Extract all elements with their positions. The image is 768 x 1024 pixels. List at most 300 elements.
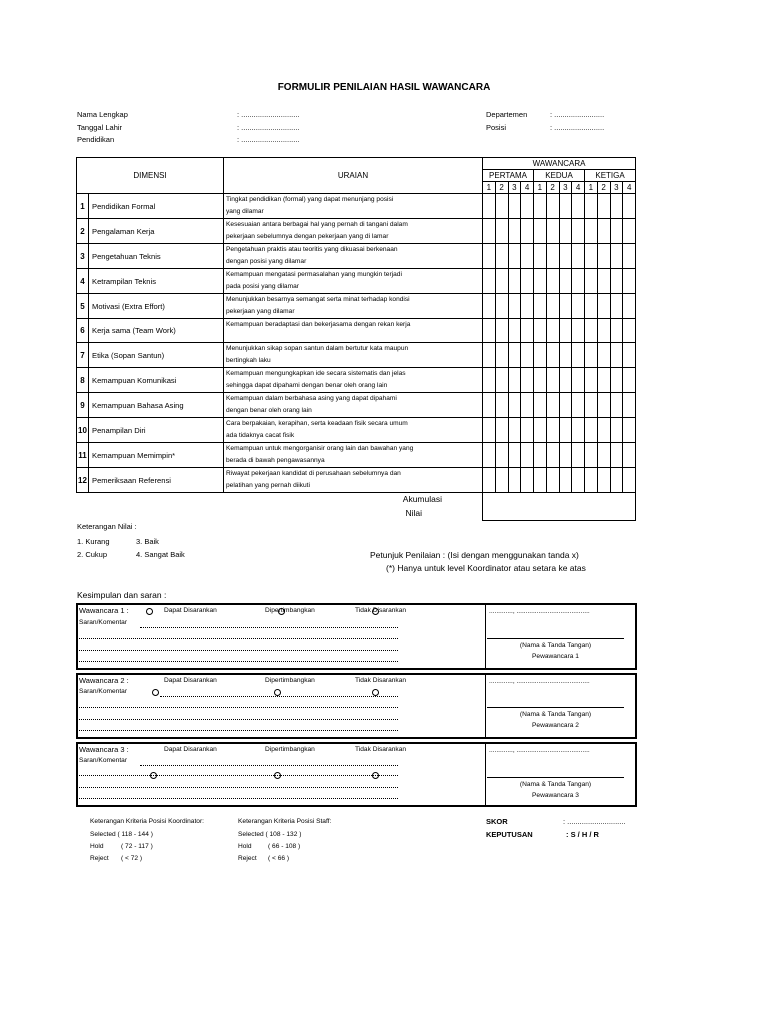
score-cell[interactable] [585, 368, 598, 393]
score-cell[interactable] [610, 418, 623, 443]
score-cell[interactable] [483, 368, 496, 393]
uraian-cell [224, 468, 483, 493]
score-cell[interactable] [483, 443, 496, 468]
petunjuk-penilaian: Petunjuk Penilaian : (Isi dengan menggunakan tanda x) [370, 550, 579, 560]
option-dapat-disarankan-label-1: Dapat Disarankan [164, 607, 217, 614]
uraian-line-2: bertingkah laku [226, 357, 271, 364]
uraian-line-2: sehingga dapat dipahami dengan benar oleh orang lain [226, 382, 388, 389]
score-cell[interactable] [508, 418, 521, 443]
score-cell[interactable] [597, 269, 610, 294]
score-cell[interactable] [610, 343, 623, 368]
score-cell[interactable] [572, 343, 585, 368]
score-cell[interactable] [521, 468, 534, 493]
uraian-line-2: dengan posisi yang dilamar [226, 258, 307, 265]
position-label: Posisi [486, 123, 507, 132]
score-cell[interactable] [508, 294, 521, 319]
score-cell[interactable] [559, 443, 572, 468]
score-cell[interactable] [559, 294, 572, 319]
score-cell[interactable] [534, 368, 547, 393]
uraian-line-2: pekerjaan yang dilamar [226, 308, 295, 315]
score-header-1-1: 1 [483, 182, 496, 194]
keterangan-3: 3. Baik [136, 537, 159, 546]
score-cell[interactable] [508, 393, 521, 418]
row-number: 2 [77, 219, 89, 244]
saran-line[interactable] [79, 787, 398, 788]
score-header-2-3: 3 [559, 182, 572, 194]
score-cell[interactable] [572, 219, 585, 244]
saran-line[interactable] [79, 775, 398, 776]
table-row [77, 418, 636, 443]
score-cell[interactable] [521, 443, 534, 468]
score-cell[interactable] [559, 343, 572, 368]
score-header-2-4: 4 [572, 182, 585, 194]
score-cell[interactable] [585, 468, 598, 493]
wawancara-2-label: Wawancara 2 : [79, 676, 129, 685]
score-cell[interactable] [508, 269, 521, 294]
score-cell[interactable] [572, 393, 585, 418]
table-row [77, 343, 636, 368]
score-cell[interactable] [623, 244, 636, 269]
score-cell[interactable] [623, 468, 636, 493]
kesimpulan-title: Kesimpulan dan saran : [77, 590, 167, 600]
catatan-koordinator: (*) Hanya untuk level Koordinator atau setara ke atas [386, 563, 586, 573]
score-cell[interactable] [521, 269, 534, 294]
uraian-line-1: Riwayat pekerjaan kandidat di perusahaan sebelumnya dan [226, 470, 401, 477]
table-row [77, 468, 636, 493]
saran-line[interactable] [160, 696, 398, 697]
kriteria-koordinator-hold-value: ( 72 - 117 ) [121, 843, 153, 850]
score-cell[interactable] [534, 418, 547, 443]
score-cell[interactable] [508, 219, 521, 244]
option-dipertimbangkan-radio-2[interactable] [274, 689, 281, 696]
dob-field[interactable]: : ............................ [237, 123, 300, 132]
dimensi-cell: Ketrampilan Teknis [89, 269, 224, 294]
option-tidak-disarankan-radio-3[interactable] [372, 772, 379, 779]
score-cell[interactable] [623, 319, 636, 343]
uraian-line-2: pekerjaan sebelumnya dengan pekerjaan yang di lamar [226, 233, 389, 240]
keputusan-value: : S / H / R [566, 830, 599, 839]
dimensi-cell: Etika (Sopan Santun) [89, 343, 224, 368]
score-cell[interactable] [623, 343, 636, 368]
score-cell[interactable] [597, 343, 610, 368]
score-cell[interactable] [495, 319, 508, 343]
uraian-cell [224, 368, 483, 393]
score-cell[interactable] [572, 269, 585, 294]
score-cell[interactable] [559, 418, 572, 443]
pewawancara-1-label: Pewawancara 1 [532, 653, 579, 660]
wawancara-1-box [76, 603, 637, 670]
row-number: 11 [77, 443, 89, 468]
uraian-header: URAIAN [224, 158, 483, 194]
score-cell[interactable] [483, 194, 496, 219]
score-cell[interactable] [534, 269, 547, 294]
score-cell[interactable] [559, 393, 572, 418]
uraian-line-1: Kemampuan dalam berbahasa asing yang dapat dipahami [226, 395, 397, 402]
score-cell[interactable] [610, 194, 623, 219]
score-cell[interactable] [623, 294, 636, 319]
dimensi-cell: Kemampuan Memimpin* [89, 443, 224, 468]
uraian-cell [224, 343, 483, 368]
uraian-cell [224, 319, 483, 343]
score-cell[interactable] [546, 343, 559, 368]
score-cell[interactable] [483, 244, 496, 269]
score-cell[interactable] [495, 418, 508, 443]
score-cell[interactable] [546, 468, 559, 493]
score-cell[interactable] [585, 244, 598, 269]
score-cell[interactable] [508, 319, 521, 343]
uraian-line-1: Kemampuan untuk mengorganisir orang lain dan bawahan yang [226, 445, 414, 452]
score-cell[interactable] [559, 319, 572, 343]
score-cell[interactable] [483, 393, 496, 418]
score-cell[interactable] [495, 443, 508, 468]
score-cell[interactable] [495, 269, 508, 294]
signature-line-3 [487, 777, 624, 778]
score-cell[interactable] [495, 368, 508, 393]
score-cell[interactable] [546, 319, 559, 343]
score-cell[interactable] [597, 418, 610, 443]
option-dapat-disarankan-label-3: Dapat Disarankan [164, 746, 217, 753]
score-cell[interactable] [585, 393, 598, 418]
keterangan-2: 2. Cukup [77, 550, 108, 559]
option-dapat-disarankan-label-2: Dapat Disarankan [164, 677, 217, 684]
table-row [77, 244, 636, 269]
table-row [77, 294, 636, 319]
score-cell[interactable] [623, 393, 636, 418]
nilai-label: Nilai [405, 508, 422, 518]
score-cell[interactable] [495, 468, 508, 493]
table-row [77, 319, 636, 343]
dimensi-cell: Pendidikan Formal [89, 194, 224, 219]
saran-line[interactable] [79, 707, 398, 708]
score-cell[interactable] [623, 194, 636, 219]
score-cell[interactable] [572, 368, 585, 393]
score-cell[interactable] [521, 393, 534, 418]
assessment-table [76, 157, 636, 521]
round-pertama-header: PERTAMA [483, 170, 534, 182]
score-cell[interactable] [534, 443, 547, 468]
score-cell[interactable] [508, 443, 521, 468]
round-kedua-header: KEDUA [534, 170, 585, 182]
score-cell[interactable] [559, 368, 572, 393]
row-number: 1 [77, 194, 89, 219]
skor-field[interactable]: : ............................ [563, 817, 626, 826]
score-cell[interactable] [508, 468, 521, 493]
score-cell[interactable] [483, 418, 496, 443]
score-cell[interactable] [508, 244, 521, 269]
uraian-line-2: pada posisi yang dilamar [226, 283, 299, 290]
dimensi-cell: Pengetahuan Teknis [89, 244, 224, 269]
score-cell[interactable] [610, 294, 623, 319]
keterangan-1: 1. Kurang [77, 537, 110, 546]
department-label: Departemen [486, 110, 528, 119]
score-cell[interactable] [521, 319, 534, 343]
score-cell[interactable] [559, 269, 572, 294]
kriteria-staff-reject-value: ( < 66 ) [268, 855, 290, 862]
pewawancara-3-label: Pewawancara 3 [532, 792, 579, 799]
row-number: 4 [77, 269, 89, 294]
date-field-1[interactable]: ............., ........................................ [489, 608, 590, 615]
keputusan-label: KEPUTUSAN [486, 830, 533, 839]
uraian-line-2: ada tidaknya cacat fisik [226, 432, 295, 439]
score-cell[interactable] [585, 418, 598, 443]
score-cell[interactable] [495, 219, 508, 244]
score-cell[interactable] [585, 194, 598, 219]
score-cell[interactable] [534, 294, 547, 319]
saran-label-3: Saran/Komentar [79, 757, 128, 764]
row-number: 12 [77, 468, 89, 493]
score-cell[interactable] [495, 244, 508, 269]
score-cell[interactable] [483, 219, 496, 244]
position-field[interactable]: : ........................ [550, 123, 605, 132]
score-cell[interactable] [546, 194, 559, 219]
option-tidak-disarankan-radio-2[interactable] [372, 689, 379, 696]
kriteria-staff-reject-label: Reject [238, 855, 257, 862]
score-cell[interactable] [585, 443, 598, 468]
uraian-line-1: Menunjukkan sikap sopan santun dalam bertutur kata maupun [226, 345, 409, 352]
score-cell[interactable] [597, 294, 610, 319]
saran-line[interactable] [140, 765, 398, 766]
option-dipertimbangkan-label-2: Dipertimbangkan [265, 677, 315, 684]
saran-line[interactable] [79, 638, 398, 639]
saran-line[interactable] [79, 719, 398, 720]
uraian-cell [224, 219, 483, 244]
name-field[interactable]: : ............................ [237, 110, 300, 119]
score-cell[interactable] [623, 219, 636, 244]
date-field-3[interactable]: ............., ........................................ [489, 747, 590, 754]
score-cell[interactable] [546, 418, 559, 443]
option-tidak-disarankan-label-2: Tidak Disarankan [355, 677, 407, 684]
score-cell[interactable] [534, 319, 547, 343]
score-cell[interactable] [597, 319, 610, 343]
score-cell[interactable] [585, 343, 598, 368]
score-cell[interactable] [495, 194, 508, 219]
score-cell[interactable] [546, 443, 559, 468]
score-cell[interactable] [585, 294, 598, 319]
saran-line[interactable] [79, 661, 398, 662]
score-cell[interactable] [610, 269, 623, 294]
kriteria-koordinator-title: Keterangan Kriteria Posisi Koordinator: [90, 818, 204, 825]
option-dapat-disarankan-radio-1[interactable] [146, 608, 153, 615]
score-cell[interactable] [508, 343, 521, 368]
page-title: FORMULIR PENILAIAN HASIL WAWANCARA [277, 82, 491, 93]
wawancara-3-box [76, 742, 637, 807]
score-cell[interactable] [597, 443, 610, 468]
score-cell[interactable] [597, 468, 610, 493]
score-cell[interactable] [597, 219, 610, 244]
education-field[interactable]: : ............................ [237, 135, 300, 144]
score-cell[interactable] [483, 468, 496, 493]
kriteria-staff-selected: Selected ( 108 - 132 ) [238, 831, 302, 838]
score-cell[interactable] [623, 269, 636, 294]
score-cell[interactable] [572, 244, 585, 269]
score-cell[interactable] [483, 294, 496, 319]
score-cell[interactable] [623, 418, 636, 443]
uraian-line-2 [226, 331, 482, 342]
wawancara-2-box [76, 673, 637, 739]
score-cell[interactable] [559, 468, 572, 493]
department-field[interactable]: : ........................ [550, 110, 605, 119]
saran-line[interactable] [79, 730, 398, 731]
uraian-cell [224, 294, 483, 319]
score-cell[interactable] [534, 343, 547, 368]
score-header-3-2: 2 [597, 182, 610, 194]
score-cell[interactable] [521, 219, 534, 244]
score-cell[interactable] [597, 194, 610, 219]
score-cell[interactable] [623, 368, 636, 393]
dimensi-cell: Kemampuan Bahasa Asing [89, 393, 224, 418]
round-ketiga-header: KETIGA [585, 170, 636, 182]
uraian-line-1: Kemampuan mengatasi permasalahan yang mungkin terjadi [226, 271, 402, 278]
skor-label: SKOR [486, 817, 508, 826]
score-cell[interactable] [483, 269, 496, 294]
score-cell[interactable] [559, 194, 572, 219]
option-dapat-disarankan-radio-2[interactable] [152, 689, 159, 696]
option-dipertimbangkan-radio-3[interactable] [274, 772, 281, 779]
uraian-line-1: Kesesuaian antara berbagai hal yang pernah di tangani dalam [226, 221, 408, 228]
score-cell[interactable] [572, 443, 585, 468]
signature-line-2 [487, 707, 624, 708]
kriteria-koordinator-reject-value: ( < 72 ) [121, 855, 143, 862]
uraian-cell [224, 443, 483, 468]
score-cell[interactable] [610, 219, 623, 244]
uraian-cell [224, 269, 483, 294]
row-number: 5 [77, 294, 89, 319]
score-cell[interactable] [534, 194, 547, 219]
score-header-3-3: 3 [610, 182, 623, 194]
score-cell[interactable] [572, 294, 585, 319]
score-cell[interactable] [546, 368, 559, 393]
score-header-3-1: 1 [585, 182, 598, 194]
score-cell[interactable] [546, 219, 559, 244]
score-cell[interactable] [610, 468, 623, 493]
dimensi-cell: Kemampuan Komunikasi [89, 368, 224, 393]
score-cell[interactable] [521, 343, 534, 368]
score-cell[interactable] [546, 294, 559, 319]
score-cell[interactable] [559, 219, 572, 244]
option-dipertimbangkan-label-1: Dipertimbangkan [265, 607, 315, 614]
wawancara-1-label: Wawancara 1 : [79, 606, 129, 615]
table-row [77, 393, 636, 418]
score-cell[interactable] [483, 319, 496, 343]
dimensi-cell: Pemeriksaan Referensi [89, 468, 224, 493]
score-cell[interactable] [495, 294, 508, 319]
uraian-line-1: Pengetahuan praktis atau teoritis yang dikuasai berkenaan [226, 246, 398, 253]
dimensi-header: DIMENSI [77, 158, 224, 194]
uraian-line-1: Menunjukkan besarnya semangat serta minat terhadap kondisi [226, 296, 410, 303]
score-cell[interactable] [585, 269, 598, 294]
score-cell[interactable] [495, 343, 508, 368]
score-cell[interactable] [610, 319, 623, 343]
score-cell[interactable] [610, 393, 623, 418]
kriteria-staff-hold-label: Hold [238, 843, 252, 850]
name-label: Nama Lengkap [77, 110, 128, 119]
score-header-2-2: 2 [546, 182, 559, 194]
score-cell[interactable] [572, 468, 585, 493]
score-cell[interactable] [546, 269, 559, 294]
score-cell[interactable] [508, 368, 521, 393]
wawancara-3-label: Wawancara 3 : [79, 745, 129, 754]
score-cell[interactable] [521, 418, 534, 443]
dimensi-cell: Penampilan Diri [89, 418, 224, 443]
row-number: 7 [77, 343, 89, 368]
nama-ttd-2: (Nama & Tanda Tangan) [519, 711, 592, 718]
row-number: 6 [77, 319, 89, 343]
kriteria-koordinator-reject-label: Reject [90, 855, 109, 862]
keterangan-4: 4. Sangat Baik [136, 550, 185, 559]
option-dapat-disarankan-radio-3[interactable] [150, 772, 157, 779]
score-cell[interactable] [572, 418, 585, 443]
row-number: 9 [77, 393, 89, 418]
score-cell[interactable] [610, 368, 623, 393]
score-cell[interactable] [597, 244, 610, 269]
kriteria-staff-hold-value: ( 66 - 108 ) [268, 843, 301, 850]
score-cell[interactable] [495, 393, 508, 418]
saran-line[interactable] [140, 627, 398, 628]
score-cell[interactable] [559, 244, 572, 269]
score-cell[interactable] [546, 244, 559, 269]
saran-label-1: Saran/Komentar [79, 619, 128, 626]
akumulasi-nilai-cell[interactable] [483, 493, 636, 521]
score-header-2-1: 1 [534, 182, 547, 194]
uraian-cell [224, 418, 483, 443]
score-cell[interactable] [546, 393, 559, 418]
uraian-line-2: dengan benar oleh orang lain [226, 407, 312, 414]
keterangan-title: Keterangan Nilai : [77, 522, 137, 531]
score-cell[interactable] [597, 393, 610, 418]
uraian-line-1: Cara berpakaian, kerapihan, serta keadaan fisik secara umum [226, 420, 408, 427]
score-cell[interactable] [521, 294, 534, 319]
table-row [77, 368, 636, 393]
dimensi-cell: Pengalaman Kerja [89, 219, 224, 244]
score-cell[interactable] [534, 219, 547, 244]
score-cell[interactable] [534, 393, 547, 418]
score-cell[interactable] [521, 244, 534, 269]
score-cell[interactable] [521, 194, 534, 219]
score-cell[interactable] [585, 319, 598, 343]
kriteria-koordinator-selected: Selected ( 118 - 144 ) [90, 831, 153, 838]
score-cell[interactable] [597, 368, 610, 393]
score-header-3-4: 4 [623, 182, 636, 194]
row-number: 10 [77, 418, 89, 443]
score-cell[interactable] [585, 219, 598, 244]
date-field-2[interactable]: ............., ........................................ [489, 678, 590, 685]
uraian-line-2: pelatihan yang pernah diikuti [226, 482, 310, 489]
uraian-line-1: Tingkat pendidikan (formal) yang dapat menunjang posisi [226, 196, 394, 203]
score-cell[interactable] [610, 244, 623, 269]
score-cell[interactable] [483, 343, 496, 368]
dimensi-cell: Kerja sama (Team Work) [89, 319, 224, 343]
score-cell[interactable] [572, 319, 585, 343]
score-cell[interactable] [521, 368, 534, 393]
score-cell[interactable] [534, 468, 547, 493]
score-cell[interactable] [623, 443, 636, 468]
score-cell[interactable] [534, 244, 547, 269]
akumulasi-label: Akumulasi [402, 494, 442, 505]
uraian-line-1: Kemampuan mengungkapkan ide secara sistematis dan jelas [226, 370, 406, 377]
row-number: 8 [77, 368, 89, 393]
score-cell[interactable] [572, 194, 585, 219]
score-header-1-2: 2 [495, 182, 508, 194]
education-label: Pendidikan [77, 135, 115, 144]
row-number: 3 [77, 244, 89, 269]
saran-label-2: Saran/Komentar [79, 688, 128, 695]
score-cell[interactable] [610, 443, 623, 468]
saran-line[interactable] [79, 650, 398, 651]
saran-line[interactable] [79, 798, 398, 799]
score-cell[interactable] [508, 194, 521, 219]
uraian-line-2: yang dilamar [226, 208, 264, 215]
uraian-line-1: Kemampuan beradaptasi dan bekerjasama dengan rekan kerja [226, 321, 411, 328]
